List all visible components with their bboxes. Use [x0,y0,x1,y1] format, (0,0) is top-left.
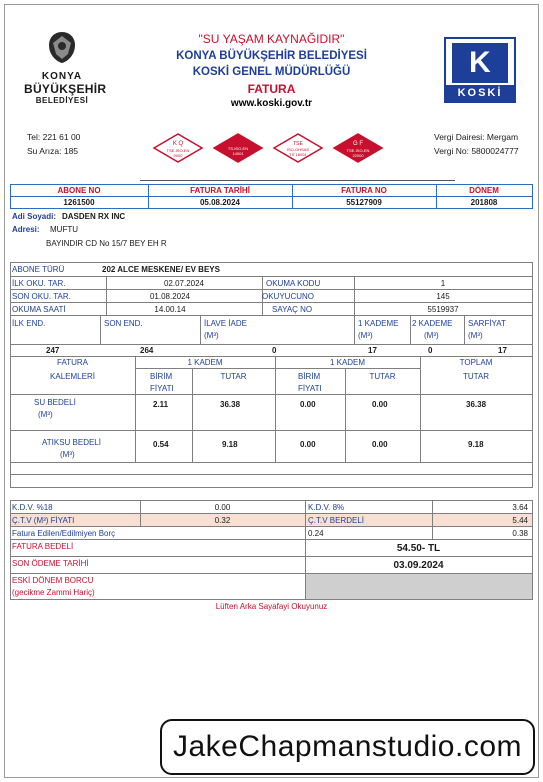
donem: 201808 [470,198,498,207]
konya-logo [24,30,107,105]
address-line1: MUFTU [50,225,78,234]
col-kademe-a: 1 KADEM [187,358,223,367]
row-su-unit: (M³) [38,410,53,419]
row-atiksu-unit: (M³) [60,450,75,459]
col-fatura: FATURA [57,358,88,367]
kademe1-value: 17 [368,346,377,355]
koski-logo-word: KOSKİ [446,85,514,101]
cert-1-top: K Q [172,141,184,147]
watermark-banner: JakeChapmanstudio.com [160,719,535,775]
sayac-no: 5519937 [427,305,459,314]
son-end-label: SON END. [104,319,143,328]
kademe2-value: 0 [428,346,433,355]
konya-crest-icon [42,30,82,64]
col-toplam: TOPLAM [459,358,493,367]
ilave-unit: (M³) [204,331,219,340]
son-okuma-label: SON OKU. TAR. [12,292,71,301]
row-su-toplam: 36.38 [466,400,487,409]
svg-text:TSE-ISO-EN: TSE-ISO-EN [346,148,370,153]
ilave-label: İLAVE İADE [204,319,247,328]
kademe1-label: 1 KADEME [358,319,399,328]
okuma-kodu-label: OKUMA KODU [266,279,321,288]
son-odeme-label: SON ÖDEME TARİHİ [12,559,89,568]
page-border [4,4,539,778]
svg-text:TSE-ISO-EN: TSE-ISO-EN [166,148,190,153]
row-atiksu-birim2: 0.00 [300,440,316,449]
row-atiksu-toplam: 9.18 [468,440,484,449]
col-birim-b: BİRİM [298,372,321,381]
website-link[interactable]: www.koski.gov.tr [230,98,313,109]
svg-text:22000: 22000 [352,153,364,158]
eski-borc-label1: ESKİ DÖNEM BORCU [12,576,94,585]
ctv-bedeli-value: 5.44 [512,516,528,525]
cert-4-top: G F [353,141,363,147]
su-ariza: Su Arıza: 185 [27,146,79,156]
slogan: "SU YAŞAM KAYNAĞIDIR" [198,32,345,46]
iso-14001-badge-icon [212,132,264,164]
ilk-end-value: 247 [46,346,60,355]
sarfiyat-value: 17 [498,346,507,355]
iso-22000-badge-icon [332,132,384,164]
certification-badges [152,132,392,164]
svg-text:9000: 9000 [173,153,183,158]
customer-name: DASDEN RX INC [62,212,126,221]
okuyucuno: 145 [436,292,450,301]
name-label: Adi Soyadi: [12,212,57,221]
ctv-fiyat-value: 0.32 [214,516,231,525]
ctv-fiyat-label: Ç.T.V (M³) FİYATI [12,516,75,525]
svg-text:TS-ISO-EN: TS-ISO-EN [227,146,249,151]
col-birim-a: BİRİM [150,372,173,381]
ilk-end-label: İLK END. [12,319,46,328]
tax-info [434,130,519,158]
cert-3-top: TSE [293,141,303,147]
col-tutar-a: TUTAR [220,372,247,381]
org-line1: KONYA BÜYÜKŞEHİR BELEDİYESİ [176,50,367,62]
col-toplam-tutar: TUTAR [462,372,490,381]
kdv18-label: K.D.V. %18 [12,503,53,512]
okuma-saati: 14.00.14 [154,305,186,314]
row-su-birim2: 0.00 [300,400,316,409]
kademe1-unit: (M³) [358,331,373,340]
ohsas-18001-badge-icon [272,132,324,164]
son-odeme-value: 03.09.2024 [393,560,444,571]
col-tutar-b: TUTAR [369,372,396,381]
row-atiksu-tutar1: 9.18 [222,440,238,449]
col-fiyati-a: FİYATI [150,384,174,393]
okuma-kodu: 1 [440,279,446,288]
koski-logo [444,37,516,103]
col-fatura-tarihi: FATURA TARİHİ [190,186,250,195]
kademe2-unit: (M³) [424,331,439,340]
sarfiyat-label: SARFİYAT [468,319,506,328]
col-kalemleri: KALEMLERİ [50,372,95,381]
row-su-birim1: 2.11 [153,400,169,409]
svg-text:TS 18001: TS 18001 [289,152,307,157]
son-end-value: 264 [140,346,154,355]
koski-logo-letter: K [469,46,491,79]
konya-logo-line1: KONYA [41,71,83,82]
col-donem: DÖNEM [469,186,499,195]
son-okuma-date: 01.08.2024 [149,292,191,301]
kdv8-value: 3.64 [512,503,528,512]
row-atiksu-name: ATIKSU BEDELİ [42,438,101,447]
borc-value-b: 0.38 [512,529,528,538]
koski-k-mark [452,43,508,83]
col-abone-no: ABONE NO [57,186,101,195]
konya-logo-line3: BELEDİYESİ [35,96,89,105]
abone-turu-label: ABONE TÜRÜ [12,265,65,274]
eski-borc-value-bg [305,573,533,599]
footer-note: Lüften Arka Sayafayi Okuyunuz [215,602,328,611]
ilave-value: 0 [272,346,277,355]
col-fatura-no: FATURA NO [341,186,387,195]
row-atiksu-tutar2: 0.00 [372,440,388,449]
ilk-okuma-label: İLK OKU. TAR. [12,279,66,288]
address-line2: BAYINDIR CD No 15/7 BEY EH R [46,239,167,248]
fatura-no: 55127909 [346,198,382,207]
abone-turu: 202 ALCE MESKENE/ EV BEYS [102,265,220,274]
ctv-bedeli-label: Ç.T.V BERDELİ [308,516,365,525]
vergi-dairesi: Vergi Dairesi: Mergam [434,132,519,142]
iso-9000-badge-icon [152,132,204,164]
row-su-tutar1: 36.38 [220,400,241,409]
row-su-tutar2: 0.00 [372,400,388,409]
borc-label: Fatura Edilen/Edilmiyen Borç [12,529,116,538]
borc-value-a: 0.24 [308,529,324,538]
fatura-bedeli-value: 54.50- TL [396,543,441,554]
abone-no: 1261500 [63,198,95,207]
col-kademe-b: 1 KADEM [329,358,366,367]
svg-text:ISO-OHSAS: ISO-OHSAS [286,147,310,152]
address-label: Adresi: [12,225,40,234]
kdv18-value: 0.00 [214,503,231,512]
kdv8-label: K.D.V. 8% [308,503,345,512]
sarfiyat-unit: (M³) [468,331,483,340]
kademe2-label: 2 KADEME [412,319,453,328]
org-line2: KOSKİ GENEL MÜDÜRLÜĞÜ [192,66,351,78]
row-su-name: SU BEDELİ [34,398,76,407]
document-title: FATURA [247,82,296,96]
col-fiyati-b: FİYATI [298,384,322,393]
fatura-bedeli-label: FATURA BEDELİ [12,542,74,551]
svg-text:14001: 14001 [232,151,244,156]
konya-logo-line2: BÜYÜKŞEHİR [24,82,107,96]
okuma-saati-label: OKUMA SAATİ [12,305,66,314]
fatura-tarihi: 05.08.2024 [199,198,241,207]
sayac-no-label: SAYAÇ NO [272,305,313,314]
row-atiksu-birim1: 0.54 [153,440,169,449]
okuyucuno-label: OKUYUCUNO [262,292,315,301]
vergi-no: Vergi No: 5800024777 [434,146,519,156]
header-rule [140,180,455,181]
tel: Tel: 221 61 00 [27,132,81,142]
ilk-okuma-date: 02.07.2024 [163,279,205,288]
eski-borc-label2: (gecikme Zammi Hariç) [12,588,95,597]
contact-info [27,130,80,158]
